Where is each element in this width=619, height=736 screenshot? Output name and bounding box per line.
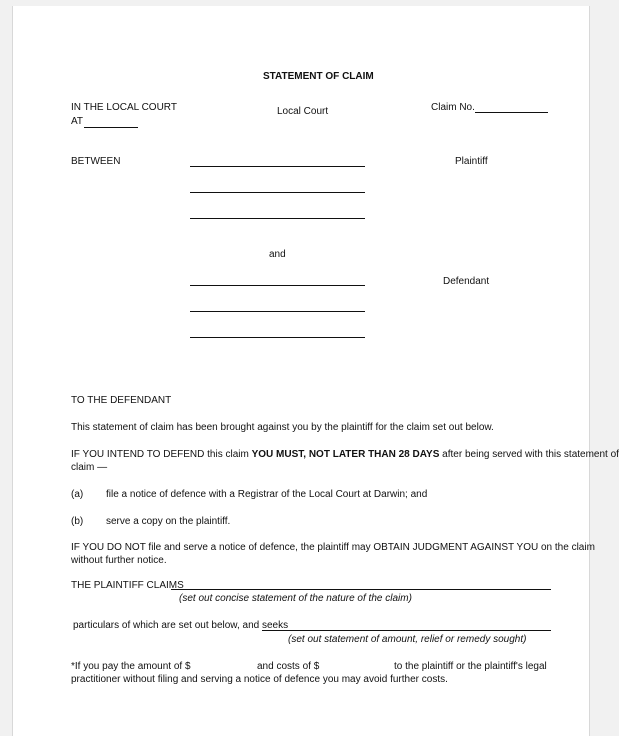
document-title: STATEMENT OF CLAIM [263, 71, 374, 82]
payment-costs-label: and costs of $ [257, 661, 320, 672]
defendant-line-1 [190, 285, 365, 286]
item-b-text: serve a copy on the plaintiff. [106, 516, 231, 527]
plaintiff-label: Plaintiff [455, 156, 488, 167]
particulars-label: particulars of which are set out below, and seeks [73, 620, 289, 631]
court-heading: IN THE LOCAL COURT [71, 102, 177, 113]
plaintiff-line-1 [190, 166, 365, 167]
notice-sentence: This statement of claim has been brought against you by the plaintiff for the claim set out below. [71, 422, 494, 433]
to-defendant-heading: TO THE DEFENDANT [71, 395, 172, 406]
defend-instruction: IF YOU INTEND TO DEFEND this claim YOU MUST, NOT LATER THAN 28 DAYS after being served with this statement of [71, 449, 619, 460]
local-court-label: Local Court [277, 106, 329, 117]
relief-line [262, 630, 551, 631]
plaintiff-line-3 [190, 218, 365, 219]
claim-nature-hint: (set out concise statement of the nature of the claim) [179, 593, 412, 604]
relief-hint: (set out statement of amount, relief or remedy sought) [288, 634, 527, 645]
plaintiff-line-2 [190, 192, 365, 193]
payment-recipient-text: to the plaintiff or the plaintiff's legal [394, 661, 547, 672]
claim-no-line [475, 112, 548, 113]
defendant-line-3 [190, 337, 365, 338]
item-a-marker: (a) [71, 489, 84, 500]
claim-no-label: Claim No. [431, 102, 475, 113]
claim-nature-line [171, 589, 551, 590]
and-label: and [269, 249, 286, 260]
item-b-marker: (b) [71, 516, 84, 527]
no-defence-warning-cont: without further notice. [71, 555, 167, 566]
defendant-label: Defendant [443, 276, 490, 287]
defend-instruction-cont: claim — [71, 462, 108, 473]
defendant-line-2 [190, 311, 365, 312]
payment-cont: practitioner without filing and serving a notice of defence you may avoid further costs. [71, 674, 448, 685]
document-page [12, 6, 619, 736]
between-label: BETWEEN [71, 156, 121, 167]
at-blank-line [84, 127, 138, 128]
at-label: AT [71, 116, 84, 127]
plaintiff-claims-label: THE PLAINTIFF CLAIMS [71, 580, 184, 591]
no-defence-warning: IF YOU DO NOT file and serve a notice of defence, the plaintiff may OBTAIN JUDGMENT AGAINST YOU on the claim [71, 542, 595, 553]
payment-amount-label: *If you pay the amount of $ [71, 661, 191, 672]
item-a-text: file a notice of defence with a Registrar of the Local Court at Darwin; and [106, 489, 428, 500]
